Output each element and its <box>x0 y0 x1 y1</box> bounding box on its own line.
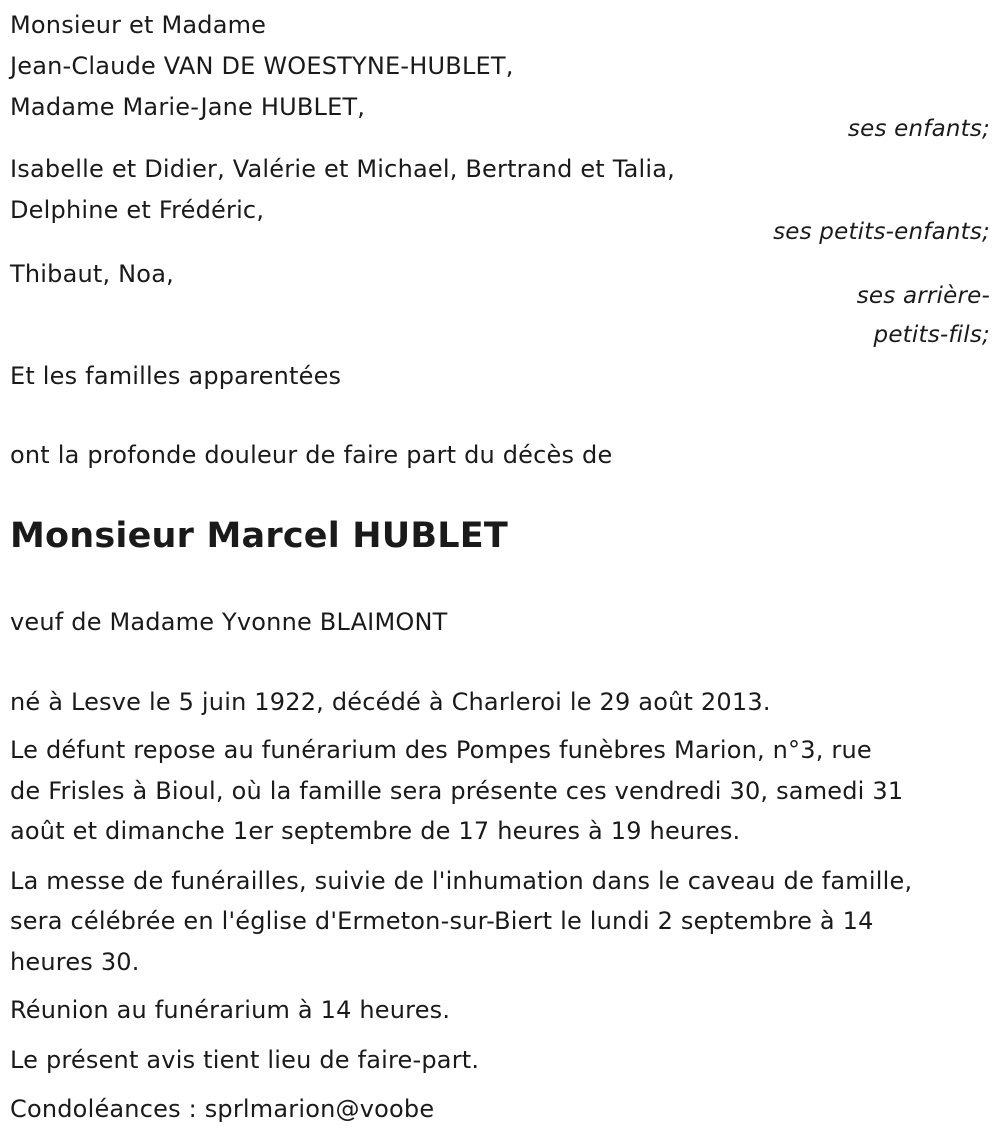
repose-line-3: août et dimanche 1er septembre de 17 heures à 19 heures. <box>10 817 741 845</box>
announcement: ont la profonde douleur de faire part du décès de <box>10 441 613 469</box>
repose-line-1: Le défunt repose au funérarium des Pompes funèbres Marion, n°3, rue <box>10 736 872 764</box>
widow-of: veuf de Madame Yvonne BLAIMONT <box>10 608 448 636</box>
great-grandchildren: Thibaut, Noa, <box>10 260 174 288</box>
condolences: Condoléances : sprlmarion@voobe <box>10 1095 435 1123</box>
grandchildren-line-2: Delphine et Frédéric, <box>10 196 265 224</box>
repose-line-2: de Frisles à Bioul, où la famille sera présente ces vendredi 30, samedi 31 <box>10 777 904 805</box>
mass-line-2: sera célébrée en l'église d'Ermeton-sur-Biert le lundi 2 septembre à 14 <box>10 907 874 935</box>
mass-line-1: La messe de funérailles, suivie de l'inhumation dans le caveau de famille, <box>10 867 913 895</box>
meeting: Réunion au funérarium à 14 heures. <box>10 996 451 1024</box>
related-families: Et les familles apparentées <box>10 362 342 390</box>
parents-intro: Monsieur et Madame <box>10 11 267 39</box>
birth-death: né à Lesve le 5 juin 1922, décédé à Charleroi le 29 août 2013. <box>10 688 771 716</box>
grandchildren-role: ses petits-enfants; <box>773 219 990 245</box>
great-grandchildren-role-1: ses arrière- <box>856 283 990 309</box>
great-grandchildren-role-2: petits-fils; <box>873 322 990 348</box>
deceased-name: Monsieur Marcel HUBLET <box>10 516 508 556</box>
grandchildren-line-1: Isabelle et Didier, Valérie et Michael, Bertrand et Talia, <box>10 155 676 183</box>
notice: Le présent avis tient lieu de faire-part. <box>10 1046 480 1074</box>
parent-2: Madame Marie-Jane HUBLET, <box>10 93 366 121</box>
parent-1: Jean-Claude VAN DE WOESTYNE-HUBLET, <box>10 52 514 80</box>
children-role: ses enfants; <box>847 116 990 142</box>
mass-line-3: heures 30. <box>10 948 140 976</box>
